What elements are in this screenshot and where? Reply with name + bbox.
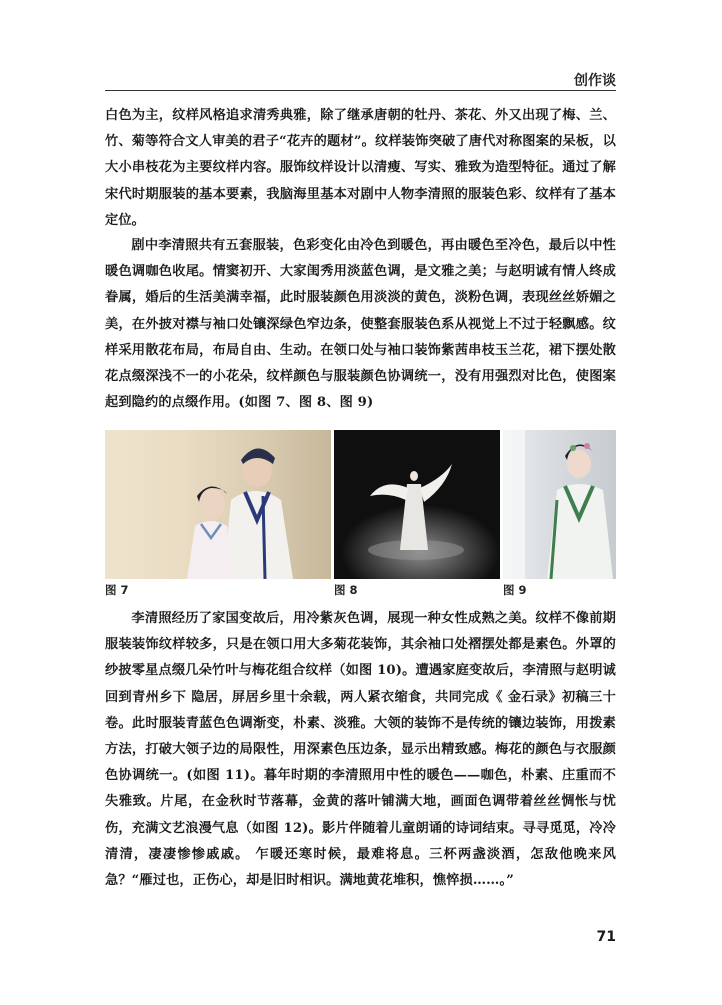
paragraph-3: 李清照经历了家国变故后，用冷紫灰色调，展现一种女性成熟之美。纹样不像前期服装装饰纹样较多，只是在领口用大多菊花装饰，其余袖口处褶摆处都是素色。外罩的纱披零星点缀几朵竹叶与梅花组合纹样（如图 10)。遭遇家庭变故后，李清照与赵明诚回到青州乡下 隐居，屏居乡里十余载，两人紧衣缩食，共同完成《 金石录》初稿三十卷。此时服装青蓝色色调渐变，朴素、淡雅。大领的装饰不是传统的镶边装饰，用拨素方法，打破大领子边的局限性，用深素色压边条，显示出精致感。梅花的颜色与衣服颜色协调统一。(如图 11)。暮年时期的李清照用中性的暖色——咖色，朴素、庄重而不失雅致。片尾，在金秋时节落幕，金黄的落叶铺满大地，画面色调带着丝丝惆怅与忧伤，充满文艺浪漫气息（如图 12)。影片伴随着儿童朗诵的诗词结束。寻寻觅觅，冷冷清清，凄凄惨惨戚戚。 乍暖还寒时候，最难将息。三杯两盏淡酒，怎敌他晚来风急？“雁过也，正伤心，却是旧时相识。满地黄花堆积，憔悴损……。” [105,611,616,889]
figure-9-illustration [503,430,616,579]
section-title: 创作谈 [574,73,616,89]
figure-8-illustration [334,430,500,579]
figure-7-image [105,430,331,579]
paragraph-1: 白色为主，纹样风格追求清秀典雅，除了继承唐朝的牡丹、茶花、外又出现了梅、兰、竹、菊等符合文人审美的君子“花卉的题材”。纹样装饰突破了唐代对称图案的呆板，以大小串枝花为主要纹样内容。服饰纹样设计以清瘦、写实、雅致为造型特征。通过了解宋代时期服装的基本要素，我脑海里基本对剧中人物李清照的服装色彩、纹样有了基本定位。 [105,108,616,228]
figure-9-caption: 图 9 [503,583,527,597]
figure-8-image [334,430,500,579]
figure-8-caption: 图 8 [334,583,358,597]
paragraph-2: 剧中李清照共有五套服装，色彩变化由冷色到暖色，再由暖色至冷色，最后以中性暖色调咖色收尾。情窦初开、大家闺秀用淡蓝色调，是文雅之美；与赵明诚有情人终成眷属，婚后的生活美满幸福，此时服装颜色用淡淡的黄色，淡粉色调，表现丝丝娇媚之美，在外披对襟与袖口处镶深绿色窄边条，使整套服装色系从视觉上不过于轻飘感。纹样采用散花布局，布局自由、生动。在领口处与袖口装饰紫茜串枝玉兰花，裙下摆处散花点缀深浅不一的小花朵，纹样颜色与服装颜色协调统一，没有用强烈对比色，使图案起到隐约的点缀作用。(如图 7、图 8、图 9) [105,238,616,411]
page-number: 71 [596,929,616,945]
figure-9-image [503,430,616,579]
figure-7-caption: 图 7 [105,583,129,597]
figure-7-illustration [105,430,331,579]
header-divider [105,90,616,91]
